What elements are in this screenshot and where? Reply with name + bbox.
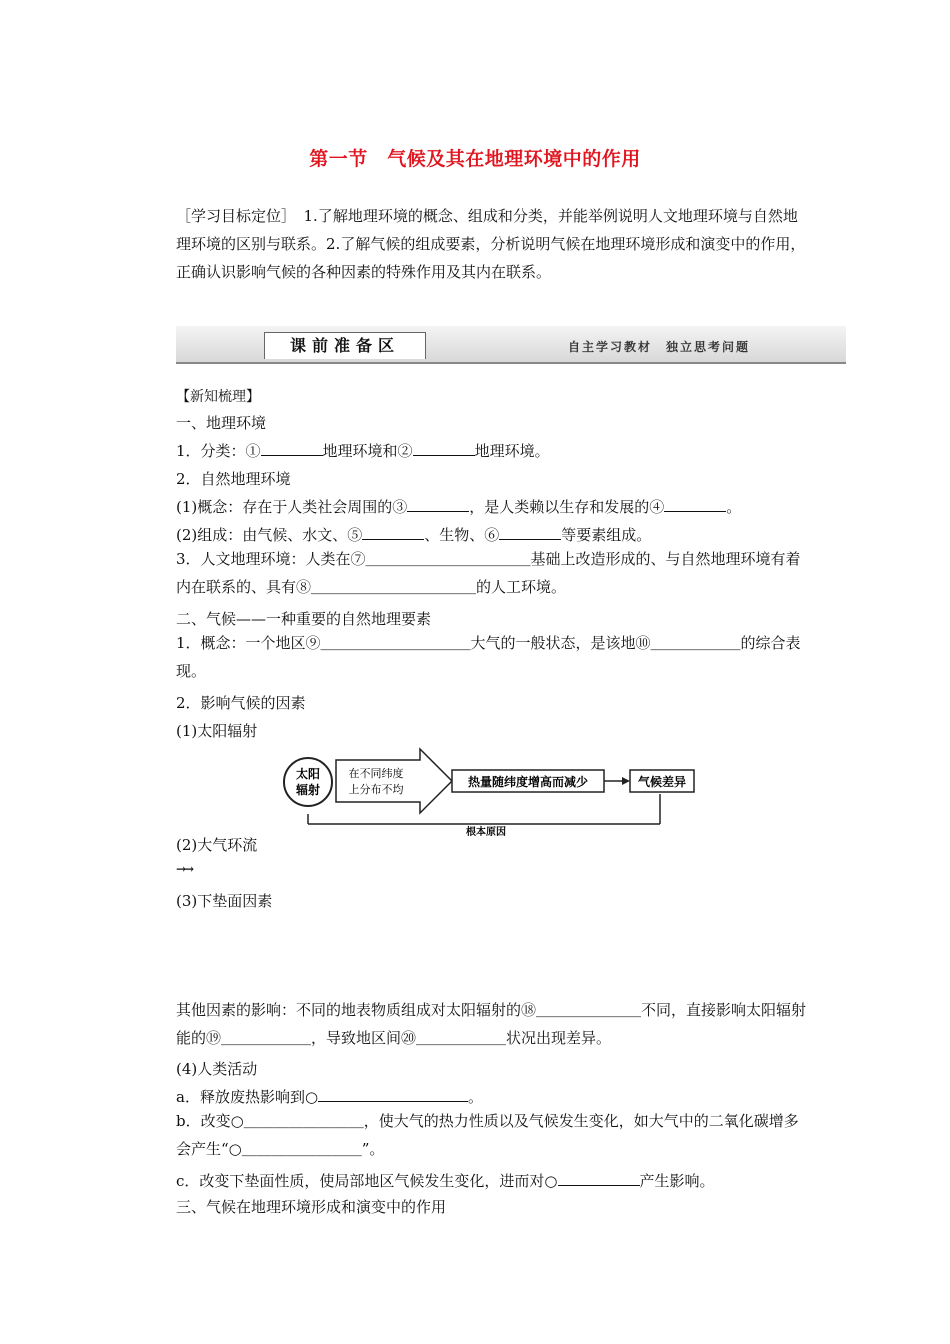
blank	[318, 1087, 468, 1102]
item-1-2-2	[176, 524, 651, 545]
arrows-text: →→	[176, 862, 193, 876]
blank	[664, 497, 726, 512]
solar-radiation-diagram	[280, 746, 700, 838]
text: c．改变下垫面性质，使局部地区气候发生变化，进而对○	[176, 1172, 558, 1190]
big-arrow	[336, 749, 452, 813]
heading-xinzhi: 【新知梳理】	[176, 389, 260, 405]
blank	[499, 525, 561, 540]
item-c	[176, 1170, 715, 1191]
item-b: b．改变○＿＿＿＿＿＿＿＿，使大气的热力性质以及气候发生变化，如大气中的二氧化碳增多会产生“○＿＿＿＿＿＿＿＿”。	[176, 1112, 799, 1158]
text: 等要素组成。	[561, 526, 652, 544]
text: (2)组成：由气候、水文、⑤	[176, 526, 363, 544]
heading-section-1: 一、地理环境	[176, 414, 267, 432]
root-cause-label: 根本原因	[466, 827, 506, 838]
text: a．释放废热影响到○	[176, 1088, 319, 1106]
arrow-label: 上分布不均	[348, 783, 404, 796]
box-heat-label: 热量随纬度增高而减少	[467, 775, 589, 789]
item-2-2-4: (4)人类活动	[176, 1060, 258, 1078]
item-2-2-2: (2)大气环流	[176, 836, 258, 854]
text: (1)概念：存在于人类社会周围的③	[176, 498, 408, 516]
text: 地理环境和②	[322, 442, 413, 460]
item-2-2: 2．影响气候的因素	[176, 694, 306, 712]
blank	[261, 441, 323, 456]
blank	[407, 497, 469, 512]
item-a	[176, 1086, 483, 1107]
small-arrowhead	[622, 777, 630, 785]
blank	[558, 1171, 640, 1186]
item-1-1	[176, 440, 550, 461]
item-2-1: 1．概念：一个地区⑨＿＿＿＿＿＿＿＿＿＿大气的一般状态，是该地⑩＿＿＿＿＿＿的综合表现。	[176, 634, 801, 680]
item-2-2-3: (3)下垫面因素	[176, 892, 273, 910]
other-factors: 其他因素的影响：不同的地表物质组成对太阳辐射的⑱＿＿＿＿＿＿＿不同，直接影响太阳辐射能的⑲＿＿＿＿＿＿，导致地区间⑳＿＿＿＿＿＿状况出现差异。	[176, 1001, 807, 1047]
text: 产生影响。	[639, 1172, 715, 1190]
sun-circle	[284, 758, 332, 806]
learning-objectives: ［学习目标定位］ 1.了解地理环境的概念、组成和分类，并能举例说明人文地理环境与自然地理环境的区别与联系。2.了解气候的组成要素，分析说明气候在地理环境形成和演变中的作用，正确认识影响气候的各种因素的特殊作用及其内在联系。	[176, 207, 806, 281]
text: 1．分类：①	[176, 442, 261, 460]
blank	[413, 441, 475, 456]
item-1-3: 3．人文地理环境：人类在⑦＿＿＿＿＿＿＿＿＿＿＿基础上改造形成的、与自然地理环境有着内在联系的、具有⑧＿＿＿＿＿＿＿＿＿＿＿的人工环境。	[176, 550, 801, 596]
item-1-2-1	[176, 496, 741, 517]
heading-section-3: 三、气候在地理环境形成和演变中的作用	[176, 1198, 447, 1216]
section-banner	[176, 326, 846, 364]
item-2-2-1: (1)太阳辐射	[176, 722, 258, 740]
box-climate-label: 气候差异	[637, 775, 687, 789]
item-1-2: 2．自然地理环境	[176, 470, 291, 488]
sun-label: 太阳	[295, 767, 321, 781]
text: 地理环境。	[474, 442, 550, 460]
banner-title: 课前准备区	[264, 332, 426, 359]
text: 。	[726, 498, 742, 516]
text: 、生物、⑥	[424, 526, 500, 544]
blank	[362, 525, 424, 540]
arrow-label: 在不同纬度	[348, 767, 404, 780]
text: ，是人类赖以生存和发展的④	[469, 498, 665, 516]
text: 。	[468, 1088, 484, 1106]
page-title: 第一节 气候及其在地理环境中的作用	[309, 148, 641, 170]
banner-subtitle: 自主学习教材 独立思考问题	[567, 340, 750, 354]
sun-label: 辐射	[295, 783, 321, 797]
heading-section-2: 二、气候——一种重要的自然地理要素	[176, 610, 432, 628]
